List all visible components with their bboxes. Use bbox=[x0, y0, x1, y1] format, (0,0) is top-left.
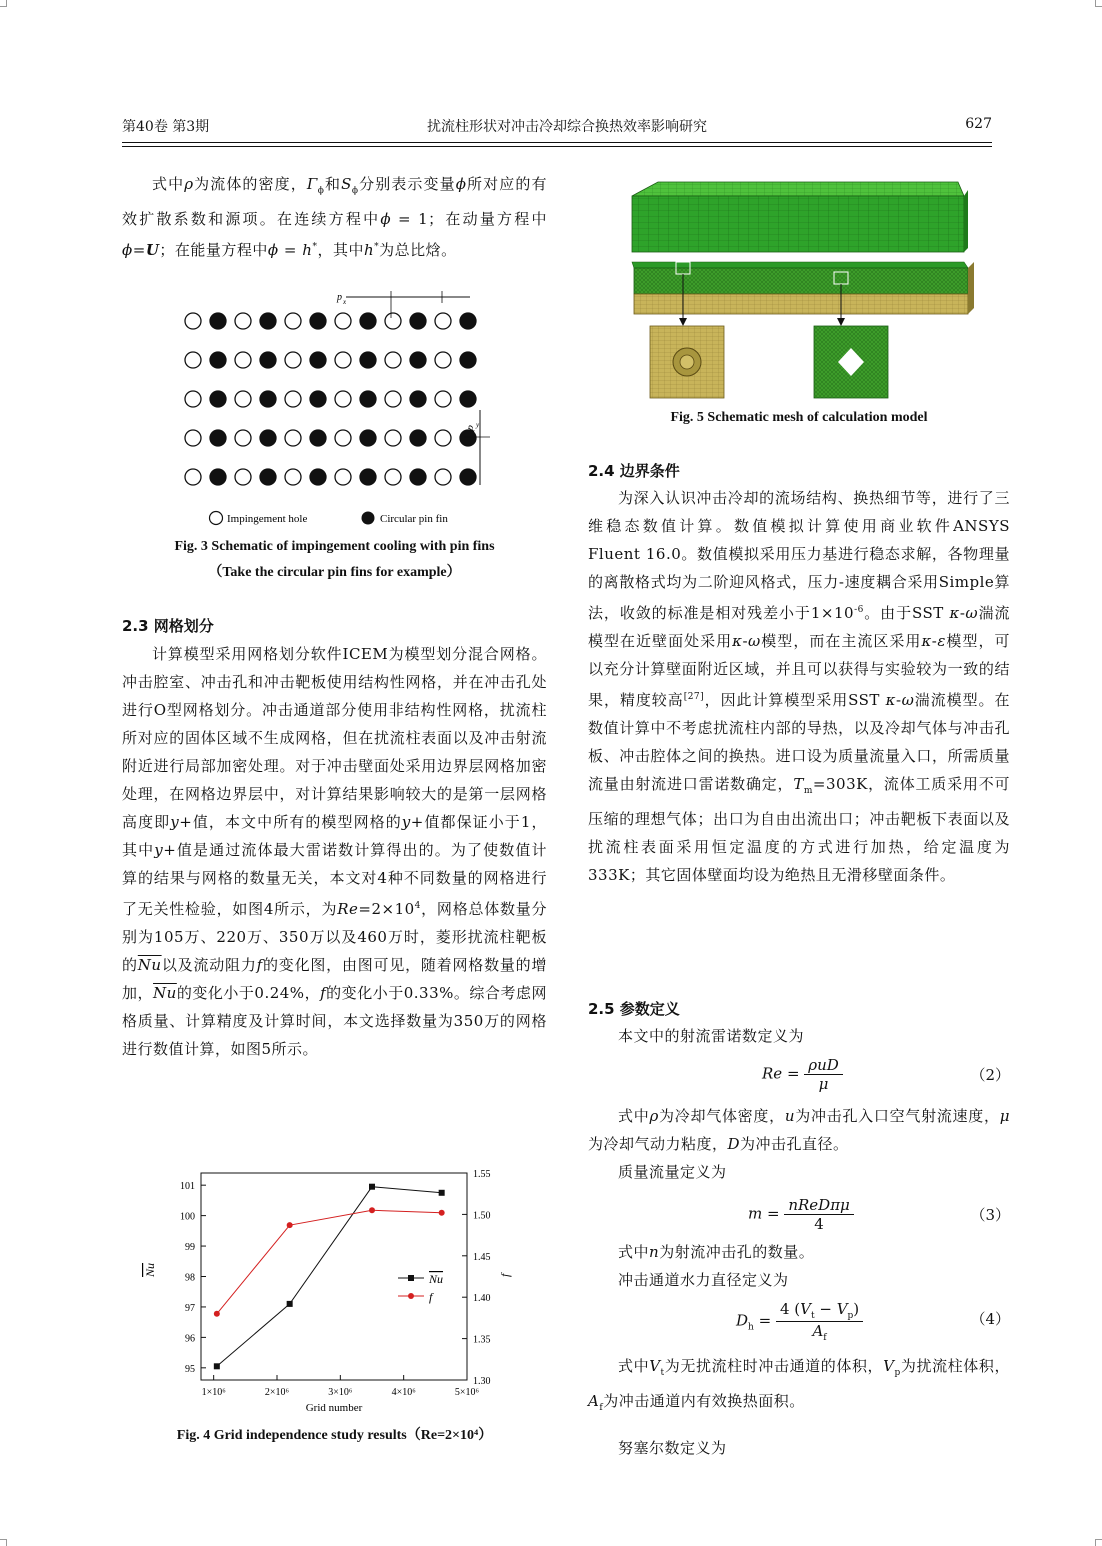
pin-fin-marker bbox=[210, 391, 226, 407]
pin-fin-marker bbox=[410, 391, 426, 407]
impingement-hole-marker bbox=[285, 391, 301, 407]
paragraph: 本文中的射流雷诺数定义为 bbox=[618, 1027, 805, 1045]
legend-f-label: f bbox=[429, 1290, 433, 1304]
plenum-side-face bbox=[964, 190, 968, 252]
pin-fin-marker bbox=[310, 391, 326, 407]
impingement-hole-marker bbox=[235, 352, 251, 368]
right-column-lower-4 bbox=[588, 1352, 1010, 1462]
impingement-hole-marker bbox=[385, 469, 401, 485]
impingement-hole-marker bbox=[335, 469, 351, 485]
y-right-tick-label: 1.55 bbox=[473, 1169, 491, 1180]
chart-legend bbox=[398, 1272, 443, 1304]
plenum-front-face bbox=[632, 196, 964, 252]
x-tick-label: 5×10⁶ bbox=[454, 1387, 480, 1398]
pin-fin-marker bbox=[360, 391, 376, 407]
equation-4-number: （4） bbox=[970, 1310, 1010, 1328]
impingement-hole-marker bbox=[185, 469, 201, 485]
y-right-tick-label: 1.45 bbox=[473, 1251, 491, 1263]
pin-fin-marker bbox=[410, 430, 426, 446]
y-left-tick-label: 98 bbox=[185, 1272, 195, 1284]
plot-frame bbox=[201, 1173, 467, 1380]
y-left-tick-label: 95 bbox=[185, 1363, 195, 1375]
impingement-hole-marker bbox=[185, 352, 201, 368]
impingement-hole-marker bbox=[285, 313, 301, 329]
target-plate-face bbox=[634, 294, 968, 314]
left-column-body bbox=[122, 640, 547, 1063]
impingement-hole-marker bbox=[435, 469, 451, 485]
fig3-schematic bbox=[180, 285, 500, 535]
impingement-hole-marker bbox=[285, 469, 301, 485]
impingement-hole-marker bbox=[385, 430, 401, 446]
fig3-caption bbox=[122, 539, 547, 581]
pin-fin-marker bbox=[410, 313, 426, 329]
data-point-f bbox=[287, 1222, 293, 1228]
y-left-tick-label: 99 bbox=[185, 1242, 195, 1254]
pin-fin-marker bbox=[210, 313, 226, 329]
fig3-legend-hole: Impingement hole bbox=[227, 513, 308, 525]
channel-face bbox=[634, 268, 968, 294]
fig3-caption-line2: （Take the circular pin fins for example） bbox=[208, 565, 461, 580]
pin-fin-marker bbox=[360, 313, 376, 329]
pin-fin-marker bbox=[310, 430, 326, 446]
paragraph: 冲击通道水力直径定义为 bbox=[618, 1271, 789, 1289]
x-axis-label: Grid number bbox=[305, 1402, 363, 1414]
fig3-label-py-sub: y bbox=[476, 421, 480, 429]
paragraph: 式中n为射流冲击孔的数量。 bbox=[618, 1243, 815, 1261]
paragraph: 质量流量定义为 bbox=[618, 1163, 727, 1181]
pin-fin-marker bbox=[210, 352, 226, 368]
pin-fin-marker bbox=[210, 430, 226, 446]
pin-fin-marker bbox=[410, 469, 426, 485]
impingement-hole-marker bbox=[235, 469, 251, 485]
impingement-hole-marker bbox=[185, 313, 201, 329]
pin-fin-marker bbox=[260, 391, 276, 407]
running-title: 扰流柱形状对冲击冷却综合换热效率影响研究 bbox=[427, 119, 707, 135]
impingement-hole-marker bbox=[335, 391, 351, 407]
pin-fin-marker bbox=[310, 313, 326, 329]
section-2-4-title: 2.4 边界条件 bbox=[588, 462, 680, 480]
fig4-chart bbox=[140, 1165, 540, 1420]
paragraph: 为深入认识冲击冷却的流场结构、换热细节等，进行了三维稳态数值计算。数值模拟计算使用商业软件ANSYS Fluent 16.0。数值模拟采用压力基进行稳态求解，各物理量的离散格式均为二阶迎风格式，压力-速度耦合采用Simple算法，收敛的标准是相对残差小于$1\times 10^{-6}$。由于SST κ-ω湍流模型在近壁面处采用κ-ω模型，而在主流区采用κ-ε模型，可以充分计算壁面附近区域，并且可以获得与实验较为一致的结果，精度较高[27]，因此计算模型采用SST κ-ω湍流模型。在数值计算中不考虑扰流柱内部的导热，以及冷却气体与冲击孔板、冲击腔体之间的换热。进口设为质量流量入口，所需质量流量由射流进口雷诺数确定，$T_m=303K$，流体工质采用不可压缩的理想气体；出口为自由出流出口；冲击靶板下表面以及扰流柱表面采用恒定温度的方式进行加热，给定温度为333K；其它固体壁面均设为绝热且无滑移壁面条件。 bbox=[588, 489, 1010, 884]
pin-fin-marker bbox=[360, 469, 376, 485]
impingement-hole-marker bbox=[435, 391, 451, 407]
data-point-nu bbox=[439, 1190, 445, 1196]
y-left-label: Nu bbox=[143, 1262, 157, 1277]
series-line-nu bbox=[217, 1187, 442, 1367]
equation-4: $D_h$ = $\frac{4 (V_t - V_p)}{A_f}$ （4） bbox=[736, 1300, 1010, 1343]
impingement-hole-marker bbox=[335, 313, 351, 329]
pin-fin-marker bbox=[260, 352, 276, 368]
fig3-caption-line1: Fig. 3 Schematic of impingement cooling with pin fins bbox=[174, 539, 495, 554]
pin-fin-marker bbox=[360, 430, 376, 446]
series-line-f bbox=[217, 1210, 442, 1314]
impingement-hole-marker bbox=[185, 430, 201, 446]
legend-hole-icon bbox=[210, 512, 223, 525]
legend-f-marker bbox=[408, 1293, 414, 1299]
fig3-legend-pin: Circular pin fin bbox=[380, 513, 448, 525]
left-column-top bbox=[122, 170, 547, 264]
paragraph: 式中$V_t$为无扰流柱时冲击通道的体积，$V_p$为扰流柱体积，$A_f$为冲击通道内有效换热面积。 bbox=[588, 1357, 1010, 1413]
impingement-hole-marker bbox=[385, 313, 401, 329]
header-rule bbox=[122, 142, 992, 143]
x-tick-label: 2×10⁶ bbox=[264, 1387, 290, 1398]
paragraph: 计算模型采用网格划分软件ICEM为模型划分混合网格。冲击腔室、冲击孔和冲击靶板使用结构性网格，并在冲击孔处进行O型网格划分。冲击通道部分使用非结构性网格，扰流柱所对应的固体区域不生成网格，但在扰流柱表面以及冲击射流附近进行局部加密处理。对于冲击壁面处采用边界层网格加密处理，在网格边界层中，对计算结果影响较大的是第一层网格高度即y+值，本文中所有的模型网格的y+值都保证小于1，其中y+值是通过流体最大雷诺数计算得出的。为了使数值计算的结果与网格的数量无关，本文对4种不同数量的网格进行了无关性检验，如图4所示，为$Re=2\times 10^4$，网格总体数量分别为105万、220万、350万以及460万时，菱形扰流柱靶板的$\overline{Nu}$以及流动阻力f的变化图，由图可见，随着网格数量的增加，$\overline{Nu}$的变化小于0.24%，f的变化小于0.33%。综合考虑网格质量、计算精度及计算时间，本文选择数量为350万的网格进行数值计算，如图5所示。 bbox=[122, 645, 547, 1058]
paragraph: 式中ρ为冷却气体密度，u为冲击孔入口空气射流速度，μ为冷却气动力粘度，D为冲击孔直径。 bbox=[588, 1107, 1010, 1153]
x-tick-label: 1×10⁶ bbox=[201, 1387, 226, 1398]
impingement-hole-marker bbox=[285, 352, 301, 368]
impingement-hole-marker bbox=[235, 313, 251, 329]
paragraph: 式中ρ为流体的密度，$\Gamma_\phi$和$S_\phi$分别表示变量ϕ所对应的有效扩散系数和源项。在连续方程中ϕ = 1；在动量方程中ϕ=U；在能量方程中ϕ = h*，其中h*为总比焓。 bbox=[122, 175, 547, 259]
fig5-caption: Fig. 5 Schematic mesh of calculation model bbox=[670, 410, 928, 425]
legend-pin-icon bbox=[362, 512, 375, 525]
data-point-nu bbox=[214, 1363, 220, 1369]
legend-nu-marker bbox=[408, 1275, 414, 1281]
pin-fin-marker bbox=[360, 352, 376, 368]
pin-fin-marker bbox=[460, 469, 476, 485]
fig3-label-py: p bbox=[464, 423, 477, 433]
y-right-tick-label: 1.35 bbox=[473, 1334, 491, 1346]
pin-fin-marker bbox=[310, 469, 326, 485]
equation-2: Re = $\frac{\text{ρuD}}{\mu}$ （2） bbox=[762, 1056, 1010, 1093]
legend-nu-label: Nu bbox=[429, 1272, 444, 1286]
y-left-tick-label: 96 bbox=[185, 1333, 195, 1345]
header-rule-thin bbox=[122, 146, 992, 147]
paragraph: 努塞尔数定义为 bbox=[618, 1439, 727, 1457]
impingement-hole-marker bbox=[435, 430, 451, 446]
y-left-tick-label: 101 bbox=[180, 1181, 195, 1193]
right-column-lower bbox=[588, 1022, 1010, 1050]
equation-2-number: （2） bbox=[970, 1066, 1010, 1084]
impingement-hole-marker bbox=[235, 391, 251, 407]
target-side-face bbox=[968, 262, 974, 314]
pin-fin-marker bbox=[260, 313, 276, 329]
equation-3: m = $\frac{\text{nReDπμ}}{4}$ （3） bbox=[748, 1196, 1010, 1233]
pin-fin-marker bbox=[210, 469, 226, 485]
pin-fin-marker bbox=[460, 352, 476, 368]
data-point-nu bbox=[369, 1184, 375, 1190]
impingement-hole-marker bbox=[335, 352, 351, 368]
channel-top-face bbox=[632, 262, 968, 268]
y-right-tick-label: 1.30 bbox=[473, 1376, 491, 1387]
x-tick-label: 3×10⁶ bbox=[328, 1387, 353, 1398]
section-2-3-title: 2.3 网格划分 bbox=[122, 617, 214, 635]
impingement-hole-marker bbox=[185, 391, 201, 407]
pin-fin-marker bbox=[310, 352, 326, 368]
pin-fin-marker bbox=[460, 313, 476, 329]
section-2-5-title: 2.5 参数定义 bbox=[588, 1000, 680, 1018]
right-column-lower-3 bbox=[588, 1238, 1010, 1294]
page-number: 627 bbox=[965, 116, 992, 132]
impingement-hole-marker bbox=[385, 352, 401, 368]
data-point-f bbox=[214, 1311, 220, 1317]
impingement-hole-marker bbox=[235, 430, 251, 446]
data-point-f bbox=[439, 1210, 445, 1216]
fig5-mesh bbox=[628, 168, 988, 400]
equation-3-number: （3） bbox=[970, 1206, 1010, 1224]
data-point-f bbox=[369, 1207, 375, 1213]
running-header bbox=[122, 116, 992, 138]
plenum-top-face bbox=[632, 182, 964, 196]
y-left-tick-label: 97 bbox=[185, 1302, 195, 1314]
data-point-nu bbox=[287, 1301, 293, 1307]
pin-fin-marker bbox=[260, 430, 276, 446]
fig3-label-px: p bbox=[337, 292, 342, 303]
pin-fin-marker bbox=[410, 352, 426, 368]
pin-fin-marker bbox=[460, 391, 476, 407]
y-right-label: f bbox=[498, 1273, 512, 1277]
y-left-tick-label: 100 bbox=[180, 1211, 195, 1223]
impingement-hole-marker bbox=[335, 430, 351, 446]
right-column-body bbox=[588, 484, 1010, 889]
pin-fin-marker bbox=[260, 469, 276, 485]
impingement-hole-marker bbox=[285, 430, 301, 446]
y-right-tick-label: 1.40 bbox=[473, 1293, 491, 1305]
fig3-label-px-sub: x bbox=[343, 298, 347, 306]
journal-volume: 第40卷 第3期 bbox=[122, 119, 210, 135]
impingement-hole-marker bbox=[435, 313, 451, 329]
y-right-tick-label: 1.50 bbox=[473, 1210, 491, 1222]
impingement-hole-marker bbox=[435, 352, 451, 368]
x-tick-label: 4×10⁶ bbox=[391, 1387, 416, 1398]
right-column-lower-2 bbox=[588, 1102, 1010, 1186]
impingement-hole-marker bbox=[385, 391, 401, 407]
fig4-caption: Fig. 4 Grid independence study results（Re=2×10⁴） bbox=[176, 1428, 493, 1443]
